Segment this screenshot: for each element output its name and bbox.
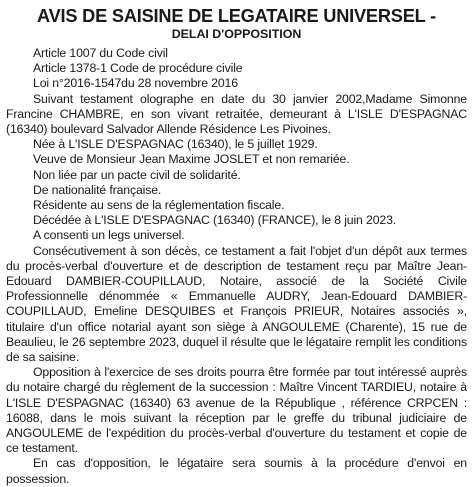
notice-subtitle: DELAI D'OPPOSITION — [171, 27, 302, 41]
legal-reference: Article 1378-1 Code de procédure civile — [33, 61, 243, 76]
deceased-fact: Résidente au sens de la réglementation fiscale. — [33, 198, 285, 213]
deceased-fact: Née à L'ISLE D'ESPAGNAC (16340), le 5 juillet 1929. — [33, 137, 318, 152]
deceased-fact: Non liée par un pacte civil de solidarité. — [33, 167, 241, 182]
notice-body — [6, 46, 467, 487]
legal-reference: Loi n°2016-1547du 28 novembre 2016 — [33, 76, 238, 91]
notice-title: AVIS DE SAISINE DE LEGATAIRE UNIVERSEL - — [37, 6, 436, 26]
closing-paragraph: En cas d'opposition, le légataire sera soumis à la procédure d'envoi en possession. — [6, 456, 467, 486]
testament-paragraph: Suivant testament olographe en date du 30 janvier 2002,Madame Simonne Francine CHAMBRE, en son vivant retraitée, demeurant à L'ISLE D'ESPAGNAC (16340) boulevard Salvador Allende Résidence Les Pivoines. — [6, 91, 467, 137]
legal-reference: Article 1007 du Code civil — [33, 46, 168, 60]
deceased-fact: Veuve de Monsieur Jean Maxime JOSLET et non remariée. — [33, 152, 350, 167]
opposition-paragraph: Opposition à l'exercice de ses droits pourra être formée par tout intéressé auprès du notaire chargé du règlement de la succession : Maître Vincent TARDIEU, notaire à L'ISLE D'ESPAGNAC (16340) 63 avenue de la République , référence CRPCEN : 16088, dans le mois suivant la réception par le greffe du tribunal judiciaire de ANGOULEME de l'expédition du procès-verbal d'ouverture du testament et copie de ce testament. — [6, 365, 467, 456]
deposit-paragraph: Consécutivement à son décès, ce testament a fait l'objet d'un dépôt aux termes du procès-verbal d'ouverture et de description de testament reçu par Maître Jean-Edouard DAMBIER-COUPILLAUD, Notaire, associé de la Société Civile Professionnelle dénommée « Emmanuelle AUDRY, Jean-Edouard DAMBIER-COUPILLAUD, Emeline DESQUIBES et François PRIEUR, Notaires associés », titulaire d'un office notarial ayant son siège à ANGOULEME (Charente), 15 rue de Beaulieu, le 26 septembre 2023, duquel il résulte que le légataire remplit les conditions de sa saisine. — [6, 243, 467, 365]
deceased-fact: Décédée à L'ISLE D'ESPAGNAC (16340) (FRANCE), le 8 juin 2023. — [33, 213, 397, 228]
deceased-fact: De nationalité française. — [33, 182, 162, 197]
deceased-fact: A consenti un legs universel. — [33, 228, 185, 243]
